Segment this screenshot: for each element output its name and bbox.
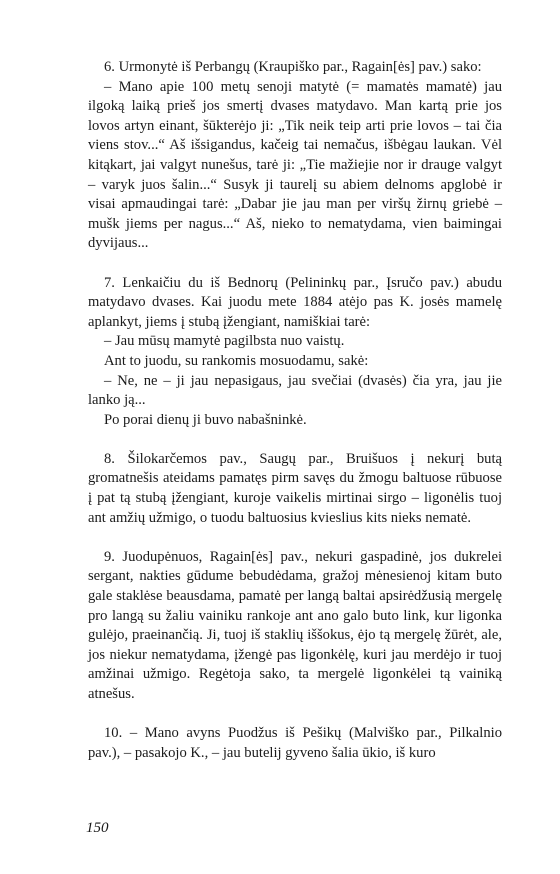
entry-7-line-4: Po porai dienų ji buvo nabašninkė. — [104, 411, 307, 428]
entry-8-paragraph: 8. Šilokarčemos pav., Saugų par., Bruišuos į nekurį butą gromatnešis ateidams pamatęs pirm savęs du žmogu baltuose rūbuose į pat tą stubą įžengiant, kuroje vaikelis mirtinai sirgo – ligonėlis tuoj ant amžių užmigo, o tuodu baltuosius kvieslius kits nieks nematė. — [88, 450, 502, 526]
paragraph-gap — [88, 705, 502, 725]
entry-7-line-3: – Ne, ne – ji jau nepasigaus, jau svečiai (dvasės) čia yra, jau jie lanko ją... — [88, 372, 502, 409]
page-body — [88, 58, 502, 763]
entry-10-paragraph: 10. – Mano avyns Puodžus iš Pešikų (Malviško par., Pilkalnio pav.), – pasakojo K., – jau butelij gyveno šalia ūkio, iš kuro — [88, 725, 502, 761]
page-number: 150 — [86, 820, 109, 836]
paragraph-gap — [88, 254, 502, 274]
entry-9-paragraph: 9. Juodupėnuos, Ragain[ės] pav., nekuri gaspadinė, jos dukrelei sergant, nakties gūdume bebudėdama, gražoj mėnesienoj kitam buto gale staklėse beausdama, pamatė per langą baltai apsirėdžusią mergelę pro langą su žaliu vainiku rankoje ant ano galo buto link, kur ligonka gulėjo, praeinančią. Ji, tuoj iš staklių iššokus, ėjo tą mergelę žūrėt, ale, jos niekur nematydama, įžengė pas ligonkėlę, kuri jau merdėjo ir tuoj amžinai užmigo. Regėtoja sako, ta mergelė ligonkėlei tą vainiką atnešus. — [88, 548, 502, 702]
entry-6-heading: 6. Urmonytė iš Perbangų (Kraupiško par., Ragain[ės] pav.) sako: — [104, 59, 482, 75]
entry-7-line-2: Ant to juodu, su rankomis mosuodamu, sakė: — [104, 352, 369, 369]
entry-6-paragraph: – Mano apie 100 metų senoji matytė (= mamatės mamatė) jau ilgoką laiką prieš jos smertį dvases matydavo. Man kartą prie jos lovos artyn einant, šūkterėjo ji: „Tik neik teip arti prie lovos – tai čia viens stov...“ Aš išsigandus, kačeig tai nemačus, išbėgau laukan. Vėl kitąkart, jai valgyt nunešus, tarė ji: „Tie mažiejie nor ir drauge valgyt – varyk juos šalin...“ Susyk ji taurelį su abiem delnoms apglobė ir visai apmaudingai tarė: „Dabar jie jau man per viršų žirnų griebė – mušk jiems per nagus...“ Aš, nieko to nematydama, vien baimingai dyvijaus... — [88, 78, 502, 252]
entry-7-line-1: – Jau mūsų mamytė pagilbsta nuo vaistų. — [104, 333, 345, 350]
entry-7-heading: 7. Lenkaičiu du iš Bednorų (Pelininkų par., Įsručo pav.) abudu matydavo dvases. Kai juodu mete 1884 atėjo pas K. josės mamelę aplankyt, jiems į stubą įžengiant, namiškiai tarė: — [88, 274, 502, 330]
paragraph-gap — [88, 430, 502, 450]
paragraph-gap — [88, 528, 502, 548]
